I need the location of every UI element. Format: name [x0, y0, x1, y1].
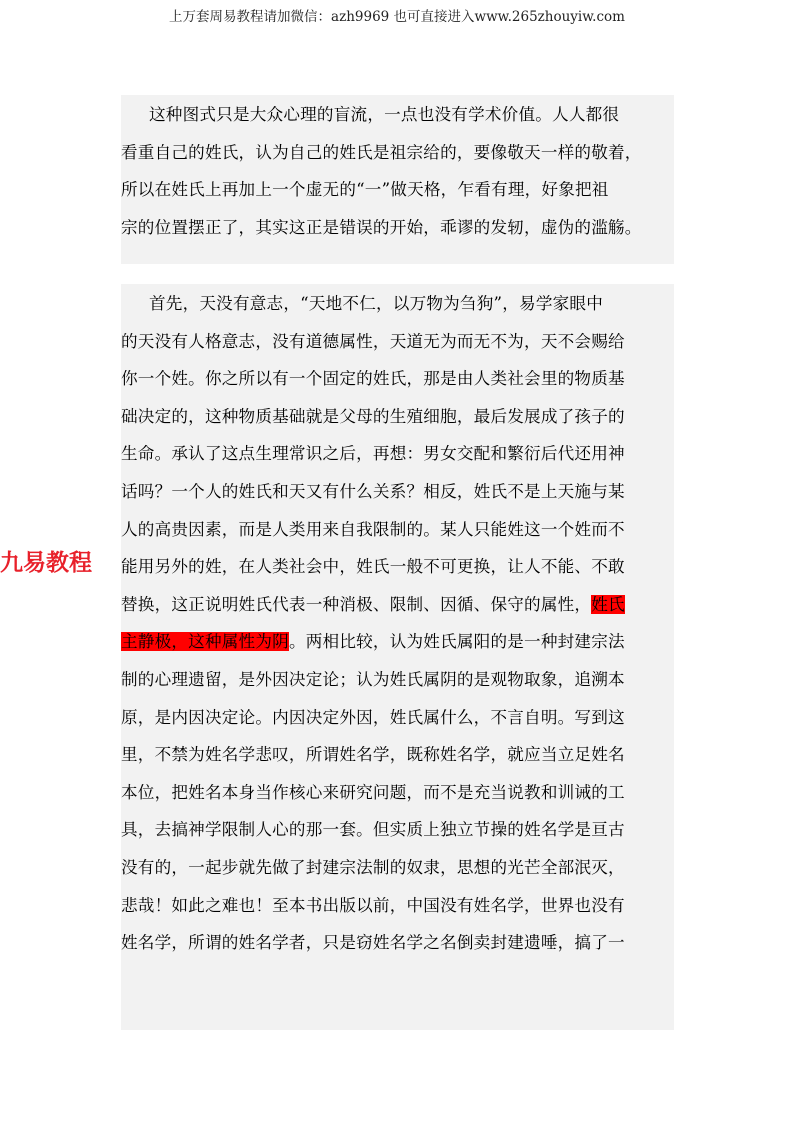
text-line: 本位，把姓名本身当作核心来研究问题，而不是充当说教和训诫的工	[121, 782, 625, 802]
text-line: 姓名学，所谓的姓名学者，只是窃姓名学之名倒卖封建遗唾，搞了一	[121, 933, 625, 953]
text-line: 生命。承认了这点生理常识之后，再想：男女交配和繁衍后代还用神	[121, 444, 625, 464]
text-line: 宗的位置摆正了，其实这正是错误的开始，乖谬的发轫，虚伪的滥觞。	[121, 217, 642, 237]
text-segment: 。两相比较，认为姓氏属阳的是一种封建宗法	[288, 632, 625, 652]
highlighted-text: 姓氏	[591, 594, 625, 614]
paragraph-2	[121, 285, 674, 962]
text-line: 你一个姓。你之所以有一个固定的姓氏，那是由人类社会里的物质基	[121, 369, 625, 389]
highlighted-text: 主静极，这种属性为阴	[121, 632, 289, 652]
text-line: 具，去搞神学限制人心的那一套。但实质上独立节操的姓名学是亘古	[121, 820, 625, 840]
text-line: 能用另外的姓，在人类社会中，姓氏一般不可更换，让人不能、不敢	[121, 557, 625, 577]
text-line: 首先，天没有意志，“天地不仁，以万物为刍狗”，易学家眼中	[149, 294, 604, 313]
text-line: 人的高贵因素，而是人类用来自我限制的。某人只能姓这一个姓而不	[121, 519, 625, 539]
text-segment: 替换，这正说明姓氏代表一种消极、限制、因循、保守的属性，	[121, 594, 592, 614]
text-line: 没有的，一起步就先做了封建宗法制的奴隶，思想的光芒全部泯灭，	[121, 857, 625, 877]
text-line: 这种图式只是大众心理的盲流，一点也没有学术价值。人人都很	[149, 105, 620, 124]
text-line: 话吗？一个人的姓氏和天又有什么关系？相反，姓氏不是上天施与某	[121, 481, 625, 501]
text-line: 里，不禁为姓名学悲叹，所谓姓名学，既称姓名学，就应当立足姓名	[121, 745, 625, 765]
text-line	[121, 586, 674, 624]
text-line: 制的心理遗留，是外因决定论；认为姓氏属阴的是观物取象，追溯本	[121, 669, 625, 689]
watermark-logo: 九易教程	[0, 550, 92, 576]
text-line: 所以在姓氏上再加上一个虚无的“一”做天格，乍看有理，好象把祖	[121, 180, 609, 200]
text-line: 悲哉！如此之难也！至本书出版以前，中国没有姓名学，世界也没有	[121, 895, 625, 915]
page-header: 上万套周易教程请加微信：azh9969 也可直接进入www.265zhouyiw.com	[169, 9, 625, 25]
paragraph-1	[121, 96, 674, 246]
text-line: 看重自己的姓氏，认为自己的姓氏是祖宗给的，要像敬天一样的敬着，	[121, 142, 642, 162]
text-line: 的天没有人格意志，没有道德属性，天道无为而无不为，天不会赐给	[121, 331, 625, 351]
text-line: 原，是内因决定论。内因决定外因，姓氏属什么，不言自明。写到这	[121, 707, 625, 727]
text-line: 础决定的，这种物质基础就是父母的生殖细胞，最后发展成了孩子的	[121, 406, 625, 426]
text-line	[121, 623, 674, 661]
